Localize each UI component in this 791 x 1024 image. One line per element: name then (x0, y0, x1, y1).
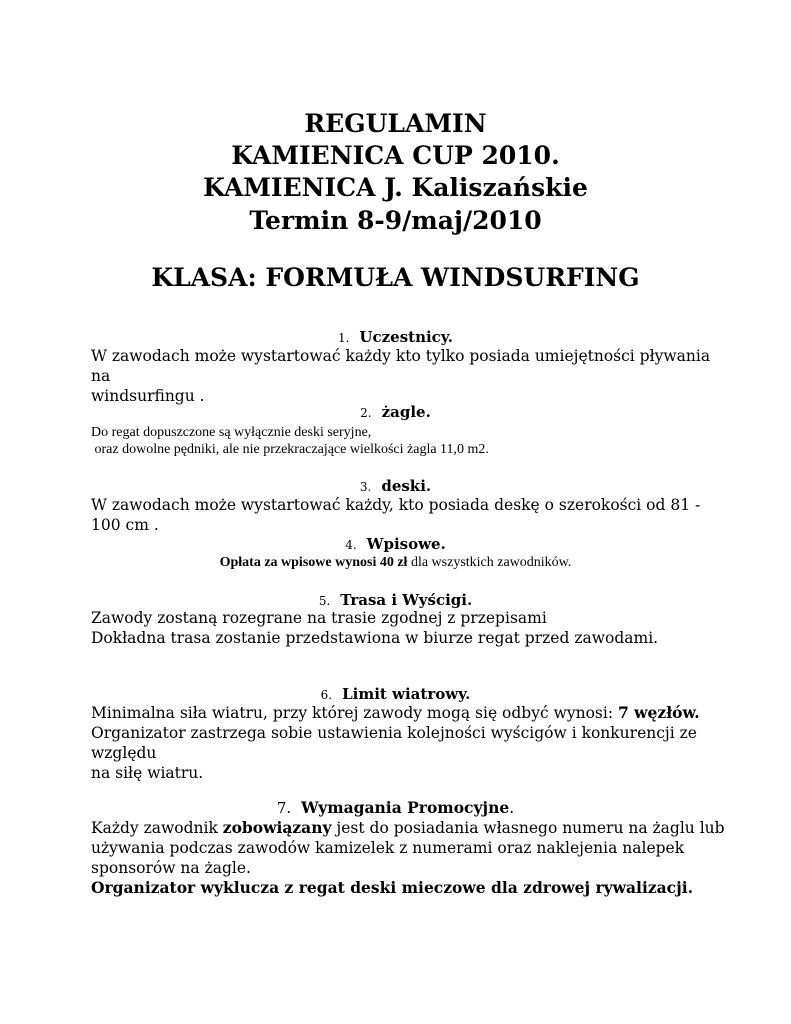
section-title: Limit wiatrowy. (342, 685, 471, 703)
section-title: Trasa i Wyścigi. (340, 591, 473, 609)
section-number: 5. (318, 594, 331, 608)
exclusion-rule: Organizator wyklucza z regat deski mieczowe dla zdrowej rywalizacji. (91, 878, 694, 897)
section-2-heading (0, 403, 791, 422)
section-number: 3. (359, 480, 372, 494)
wind-limit: 7 węzłów. (618, 703, 700, 722)
section-title: żagle. (381, 403, 431, 421)
text-line (91, 878, 731, 898)
section-7-text (91, 818, 731, 898)
text-line: W zawodach może wystartować każdy, kto posiada deskę o szerokości od 81 - 100 cm . (91, 496, 701, 534)
text-line: W zawodach może wystartować każdy kto tylko posiada umiejętności pływania na (91, 347, 711, 385)
section-number: 7. (276, 799, 292, 817)
section-2-text (91, 424, 731, 458)
section-number: 6. (320, 688, 333, 702)
section-6-text (91, 703, 731, 783)
text-line: Organizator zastrzega sobie ustawienia kolejności wyścigów i konkurencji ze względu (91, 724, 697, 762)
text-line: oraz dowolne pędniki, ale nie przekraczające wielkości żagla 11,0 m2. (91, 442, 489, 457)
section-1-text (91, 346, 731, 406)
fee-amount: Opłata za wpisowe wynosi 40 zł (219, 555, 408, 570)
event-date: Termin 8-9/maj/2010 (249, 206, 542, 235)
section-number: 2. (360, 406, 372, 420)
section-6-heading (0, 685, 791, 704)
section-4-text (0, 554, 791, 571)
text-fragment: Każdy zawodnik (91, 819, 223, 837)
section-4-heading (0, 535, 791, 554)
class-heading: KLASA: FORMUŁA WINDSURFING (151, 263, 640, 292)
text-fragment: jest do posiadania własnego numeru na żaglu lub (331, 819, 725, 837)
event-location: KAMIENICA J. Kaliszańskie (203, 173, 588, 202)
section-3-text (91, 495, 731, 535)
text-line: Zawody zostaną rozegrane na trasie zgodnej z przepisami (91, 609, 547, 627)
emphasis: zobowiązany (222, 818, 332, 837)
section-5-text (91, 608, 731, 648)
text-line: Dokładna trasa zostanie przedstawiona w biurze regat przed zawodami. (91, 629, 659, 647)
text-line: sponsorów na żagle. (91, 859, 251, 877)
section-7-heading (0, 799, 791, 817)
section-number: 1. (337, 331, 350, 345)
section-number: 4. (345, 538, 357, 552)
section-title: deski. (381, 477, 432, 495)
text-line: windsurfingu . (91, 387, 205, 405)
text-line: na siłę wiatru. (91, 764, 204, 782)
text-line (91, 818, 731, 838)
fee-note: dla wszystkich zawodników. (407, 555, 572, 570)
section-title: Wpisowe. (366, 535, 446, 553)
section-title: Uczestnicy. (359, 328, 454, 346)
text-line: Do regat dopuszczone są wyłącznie deski seryjne, (91, 425, 372, 440)
wind-text: Minimalna siła wiatru, przy której zawody mogą się odbyć wynosi: (91, 704, 618, 722)
section-title: Wymagania Promocyjne (301, 798, 510, 817)
section-1-heading (0, 328, 791, 347)
text-line: używania podczas zawodów kamizelek z numerami oraz naklejenia nalepek (91, 839, 685, 857)
section-3-heading (0, 477, 791, 496)
document-title: REGULAMIN (304, 109, 487, 138)
event-name: KAMIENICA CUP 2010. (231, 141, 560, 170)
heading-suffix: . (509, 799, 515, 817)
text-line (91, 703, 731, 723)
